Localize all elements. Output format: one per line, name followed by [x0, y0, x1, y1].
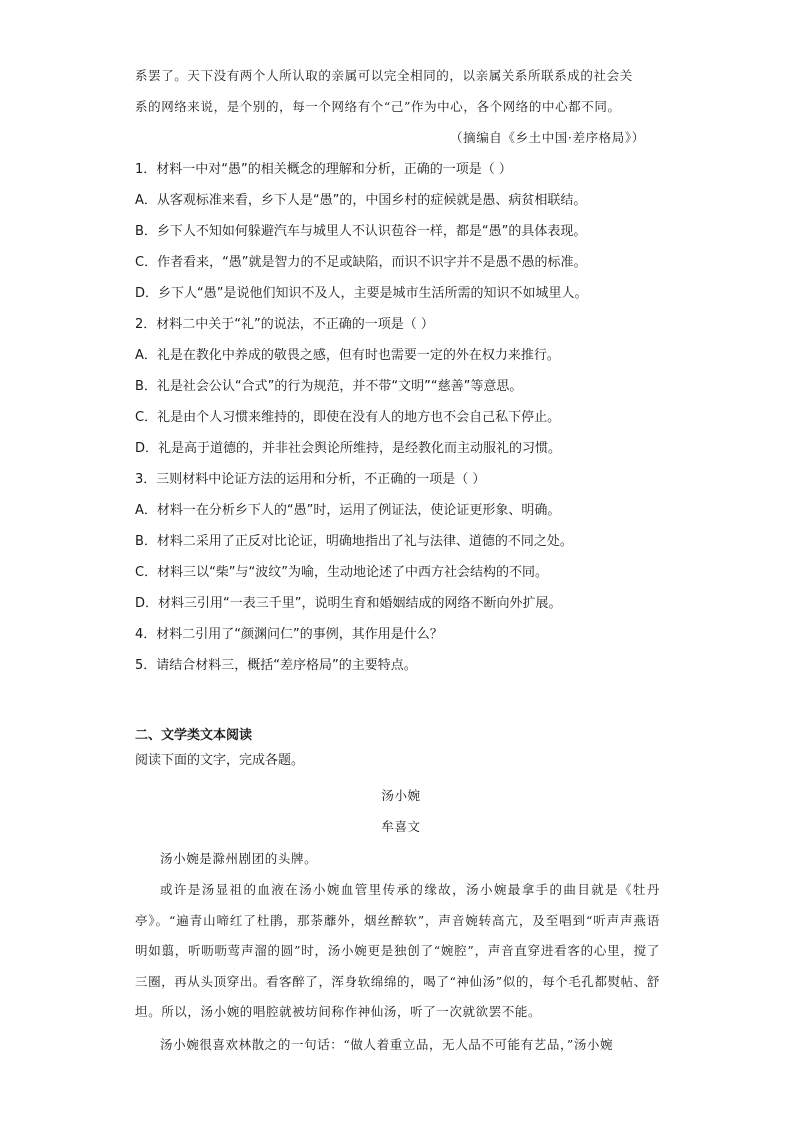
- question-stem: 4．材料二引用了“颜渊问仁”的事例，其作用是什么？: [135, 627, 443, 642]
- question-option: C．礼是由个人习惯来维持的，即使在没有人的地方也不会自己私下停止。: [135, 410, 561, 425]
- question-stem: 3．三则材料中论证方法的运用和分析，不正确的一项是（ ）: [135, 472, 486, 487]
- question-option: C．作者看来，“愚”就是智力的不足或缺陷，而识不识字并不是愚不愚的标准。: [135, 255, 587, 270]
- question-option: D．礼是高于道德的，并非社会舆论所维持，是经教化而主动服礼的习惯。: [135, 441, 562, 456]
- question-option: B．乡下人不知如何躲避汽车与城里人不认识苞谷一样，都是“愚”的具体表现。: [135, 224, 587, 239]
- story-paragraph: 汤小婉很喜欢林散之的一句话：“做人着重立品，无人品不可能有艺品，”汤小婉: [160, 1037, 614, 1052]
- passage-line: 系的网络来说，是个别的，每一个网络有个“己”作为中心，各个网络的中心都不同。: [135, 99, 621, 114]
- question-option: B．材料二采用了正反对比论证，明确地指出了礼与法律、道德的不同之处。: [135, 534, 573, 549]
- passage-line: 系罢了。天下没有两个人所认取的亲属可以完全相同的，以亲属关系所联系成的社会关: [135, 68, 633, 83]
- question-option: B．礼是社会公认“合式”的行为规范，并不带“文明”“慈善”等意思。: [135, 379, 523, 394]
- question-option: C．材料三以“柴”与“波纹”为喻，生动地论述了中西方社会结构的不同。: [135, 565, 549, 580]
- source-citation: （摘编自《乡土中国·差序格局》）: [450, 130, 645, 145]
- story-paragraph: 汤小婉是滁州剧团的头牌。: [160, 851, 318, 866]
- story-title: 汤小婉: [381, 788, 421, 803]
- question-option: A．礼是在教化中养成的敬畏之感，但有时也需要一定的外在权力来推行。: [135, 348, 560, 363]
- section-instruction: 阅读下面的文字，完成各题。: [135, 753, 305, 768]
- story-paragraph: 或许是汤显祖的血液在汤小婉血管里传承的缘故，汤小婉最拿手的曲目就是《牡丹亭》。“遍青山啼红了杜鹃，那荼蘼外，烟丝醉软”，声音婉转高亢，及至唱到“听声声燕语明如翦，听呖呖莺声溜的圆”时，汤小婉更是独创了“婉腔”，声音直穿进看客的心里，搅了三圈，再从头顶穿出。看客醉了，浑身软绵绵的，喝了“神仙汤”似的，每个毛孔都熨帖、舒坦。所以，汤小婉的唱腔就被坊间称作神仙汤，听了一次就欲罢不能。: [135, 882, 660, 1019]
- question-option: A．从客观标准来看，乡下人是“愚”的，中国乡村的症候就是愚、病贫相联结。: [135, 193, 587, 208]
- section-heading: 二、文学类文本阅读: [135, 728, 253, 743]
- question-stem: 2．材料二中关于“礼”的说法，不正确的一项是（ ）: [135, 317, 434, 332]
- question-stem: 5．请结合材料三，概括“差序格局”的主要特点。: [135, 658, 417, 673]
- question-option: A．材料一在分析乡下人的“愚”时，运用了例证法，使论证更形象、明确。: [135, 503, 561, 518]
- question-option: D．材料三引用“一表三千里”，说明生育和婚姻结成的网络不断向外扩展。: [135, 596, 562, 611]
- story-author: 牟喜文: [381, 819, 421, 834]
- question-stem: 1．材料一中对“愚”的相关概念的理解和分析，正确的一项是（ ）: [135, 162, 512, 177]
- question-option: D．乡下人“愚”是说他们知识不及人，主要是城市生活所需的知识不如城里人。: [135, 286, 588, 301]
